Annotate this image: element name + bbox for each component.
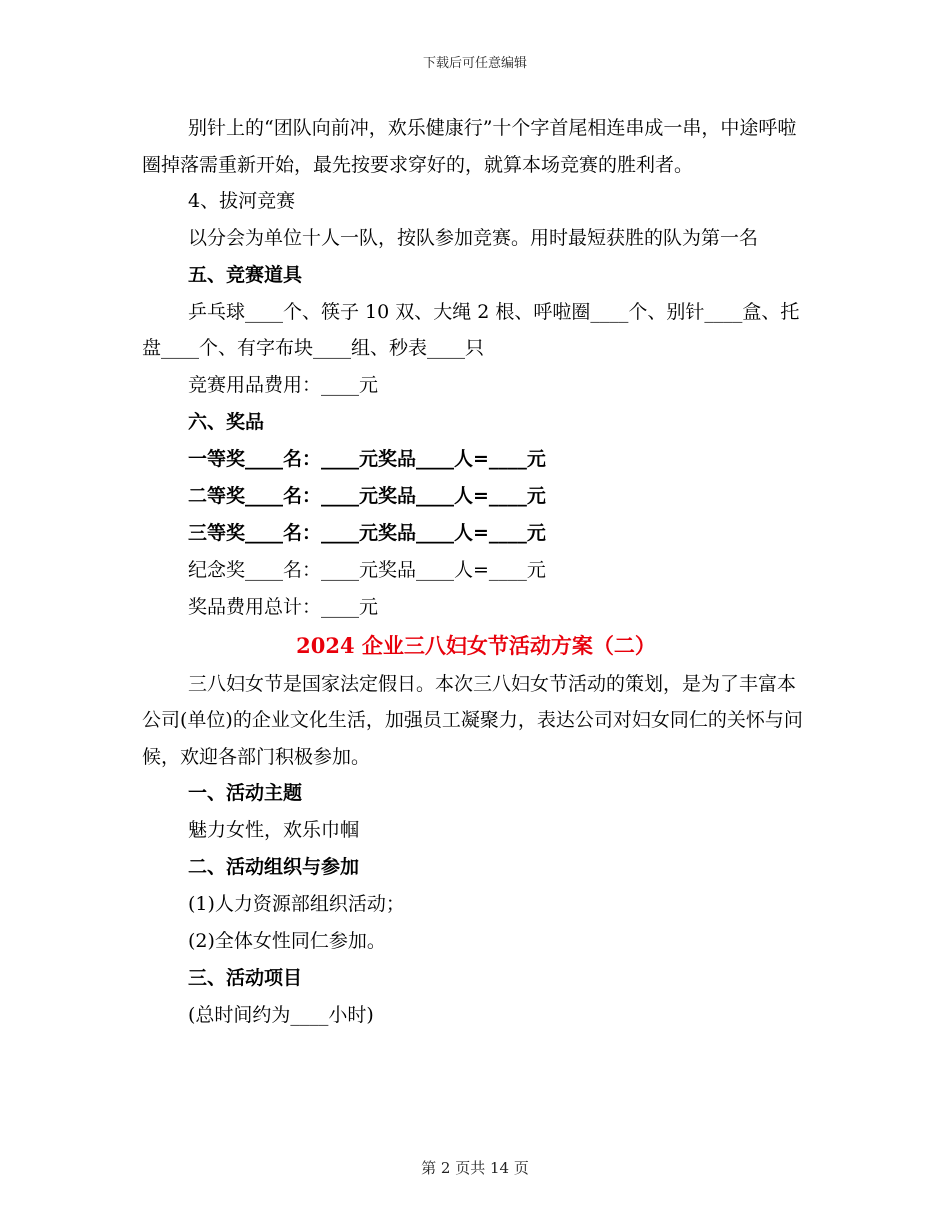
paragraph-tug-of-war: 以分会为单位十人一队，按队参加竞赛。用时最短获胜的队为第一名: [188, 227, 759, 249]
section-heading-props: 五、竞赛道具: [188, 263, 303, 286]
prize-total: 奖品费用总计：____元: [188, 595, 379, 618]
prize-first: 一等奖____名：____元奖品____人=____元: [188, 447, 546, 470]
prize-third: 三等奖____名：____元奖品____人=____元: [188, 521, 546, 544]
page-footer: 第 2 页共 14 页: [421, 1159, 529, 1177]
document-body: [142, 110, 810, 1034]
paragraph-pin-game: 别针上的“团队向前冲，欢乐健康行”十个字首尾相连串成一串，中途呼啦圈掉落需重新开始，最先按要求穿好的，就算本场竞赛的胜利者。: [142, 117, 797, 176]
section-heading-theme: 一、活动主题: [188, 782, 303, 804]
activities-duration: (总时间约为____小时): [188, 1004, 374, 1026]
organization-item-2: (2)全体女性同仁参加。: [188, 930, 386, 952]
organization-item-1: (1)人力资源部组织活动；: [188, 893, 405, 915]
prize-second: 二等奖____名：____元奖品____人=____元: [188, 484, 546, 507]
paragraph-intro: 三八妇女节是国家法定假日。本次三八妇女节活动的策划，是为了丰富本公司(单位)的企业文化生活，加强员工凝聚力，表达公司对妇女同仁的关怀与问候，欢迎各部门积极参加。: [142, 672, 803, 768]
document-title: 2024 企业三八妇女节活动方案（二）: [296, 632, 656, 658]
page-header: 下载后可任意编辑: [422, 56, 527, 71]
section-heading-activities: 三、活动项目: [188, 967, 303, 989]
prize-souvenir: 纪念奖____名：____元奖品____人=____元: [188, 558, 546, 581]
props-cost: 竞赛用品费用：____元: [188, 373, 379, 396]
section-heading-organization: 二、活动组织与参加: [188, 856, 360, 878]
section-heading-prizes: 六、奖品: [188, 410, 265, 433]
heading-tug-of-war: 4、拔河竞赛: [188, 190, 296, 212]
paragraph-props: 乒乓球____个、筷子 10 双、大绳 2 根、呼啦圈____个、别针____盒、托盘____个、有字布块____组、秒表____只: [142, 300, 800, 359]
theme-text: 魅力女性，欢乐巾帼: [188, 819, 360, 841]
